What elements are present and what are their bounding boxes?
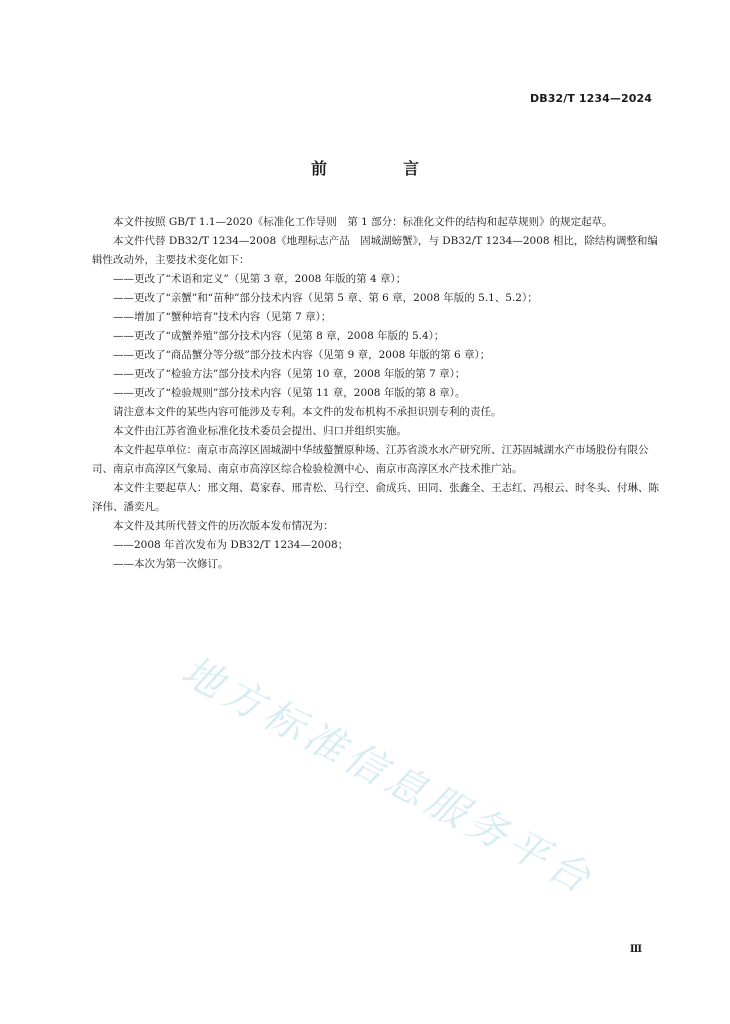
list-item: ——本次为第一次修订。 — [113, 558, 229, 570]
watermark: 地方标准信息服务平台 — [174, 647, 602, 905]
paragraph-proposer: 本文件由江苏省渔业标准化技术委员会提出、归口并组织实施。 — [113, 425, 407, 437]
list-item: ——更改了“亲蟹”和“苗种”部分技术内容（见第 5 章、第 6 章，2008 年版的 5.1、5.2）； — [113, 292, 538, 304]
page-number: Ⅲ — [629, 944, 642, 955]
standard-code: DB32/T 1234—2024 — [529, 92, 652, 105]
list-item: ——更改了“商品蟹分等分级”部分技术内容（见第 9 章，2008 年版的第 6 章）； — [113, 349, 491, 361]
paragraph-replacement: 本文件代替 DB32/T 1234—2008《地理标志产品 固城湖螃蟹》，与 DB32/T 1234—2008 相比，除结构调整和编辑性改动外，主要技术变化如下： — [92, 235, 658, 266]
list-item: ——更改了“检验方法”部分技术内容（见第 10 章，2008 年版的第 7 章）； — [113, 368, 466, 380]
list-item: ——2008 年首次发布为 DB32/T 1234—2008； — [113, 539, 349, 551]
list-item: ——更改了“检验规则”部分技术内容（见第 11 章，2008 年版的第 8 章）。 — [113, 387, 466, 399]
paragraph-drafting-basis: 本文件按照 GB/T 1.1—2020《标准化工作导则 第 1 部分：标准化文件的结构和起草规则》的规定起草。 — [113, 216, 613, 228]
list-item: ——更改了“成蟹养殖”部分技术内容（见第 8 章，2008 年版的 5.4）； — [113, 330, 445, 342]
paragraph-version-history: 本文件及其所代替文件的历次版本发布情况为： — [113, 520, 334, 532]
list-item: ——增加了“蟹种培育”技术内容（见第 7 章）； — [113, 311, 332, 323]
list-item: ——更改了“术语和定义”（见第 3 章，2008 年版的第 4 章）； — [113, 273, 407, 285]
paragraph-patent-notice: 请注意本文件的某些内容可能涉及专利。本文件的发布机构不承担识别专利的责任。 — [113, 406, 502, 418]
page-title: 前 言 — [310, 159, 449, 178]
paragraph-drafting-units: 本文件起草单位：南京市高淳区固城湖中华绒螯蟹原种场、江苏省淡水水产研究所、江苏固城湖水产市场股份有限公司、南京市高淳区气象局、南京市高淳区综合检验检测中心、南京市高淳区水产技术推广站。 — [92, 444, 649, 475]
foreword-body — [92, 213, 660, 574]
paragraph-drafters: 本文件主要起草人：邢文翔、葛家春、邢青松、马行空、俞成兵、田同、张鑫全、王志红、冯根云、时冬头、付琳、陈泽伟、潘奕凡。 — [92, 482, 659, 513]
